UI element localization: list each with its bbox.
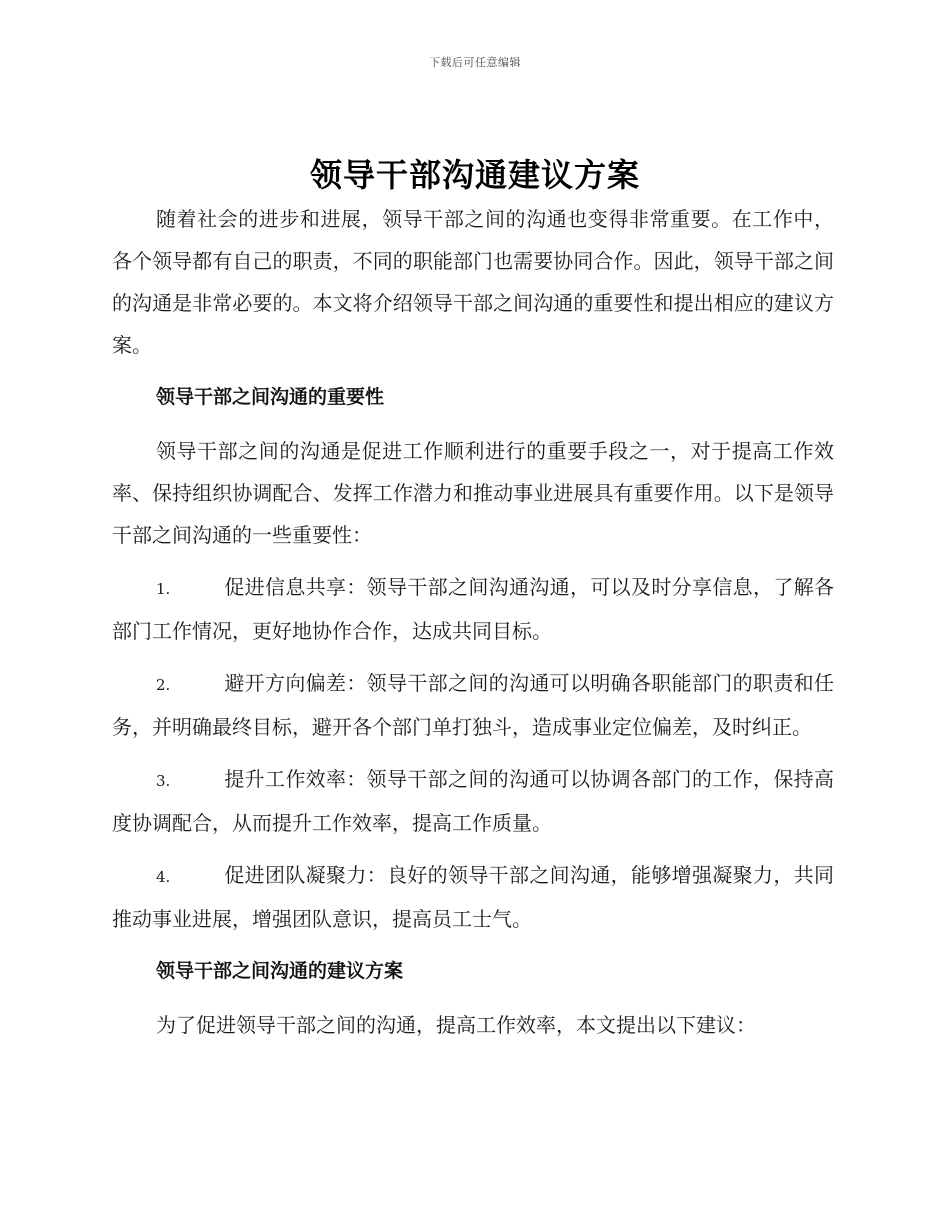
list-item	[112, 566, 834, 652]
document-body	[112, 198, 834, 1046]
section-heading-importance: 领导干部之间沟通的重要性	[156, 386, 385, 408]
list-text: 促进信息共享：领导干部之间沟通沟通，可以及时分享信息，了解各部门工作情况，更好地协作合作，达成共同目标。	[112, 575, 834, 643]
proposal-paragraph: 为了促进领导干部之间的沟通，提高工作效率，本文提出以下建议：	[156, 1013, 756, 1037]
list-text: 提升工作效率：领导干部之间的沟通可以协调各部门的工作，保持高度协调配合，从而提升工作效率，提高工作质量。	[112, 767, 834, 835]
list-item	[112, 758, 834, 844]
list-number: 1.	[156, 580, 171, 598]
header-note: 下载后可任意编辑	[429, 56, 521, 69]
list-number: 4.	[156, 868, 171, 886]
list-number: 3.	[156, 772, 171, 790]
list-item	[112, 854, 834, 940]
importance-paragraph: 领导干部之间的沟通是促进工作顺利进行的重要手段之一，对于提高工作效率、保持组织协调配合、发挥工作潜力和推动事业进展具有重要作用。以下是领导干部之间沟通的一些重要性：	[112, 439, 834, 547]
document-title: 领导干部沟通建议方案	[309, 156, 640, 194]
list-text: 促进团队凝聚力：良好的领导干部之间沟通，能够增强凝聚力，共同推动事业进展，增强团队意识，提高员工士气。	[112, 863, 834, 931]
list-text: 避开方向偏差：领导干部之间的沟通可以明确各职能部门的职责和任务，并明确最终目标，避开各个部门单打独斗，造成事业定位偏差，及时纠正。	[112, 671, 834, 739]
intro-paragraph: 随着社会的进步和进展，领导干部之间的沟通也变得非常重要。在工作中，各个领导都有自己的职责，不同的职能部门也需要协同合作。因此，领导干部之间的沟通是非常必要的。本文将介绍领导干部之间沟通的重要性和提出相应的建议方案。	[112, 207, 834, 357]
section-heading-proposal: 领导干部之间沟通的建议方案	[156, 960, 404, 982]
list-number: 2.	[156, 676, 171, 694]
list-item	[112, 662, 834, 748]
